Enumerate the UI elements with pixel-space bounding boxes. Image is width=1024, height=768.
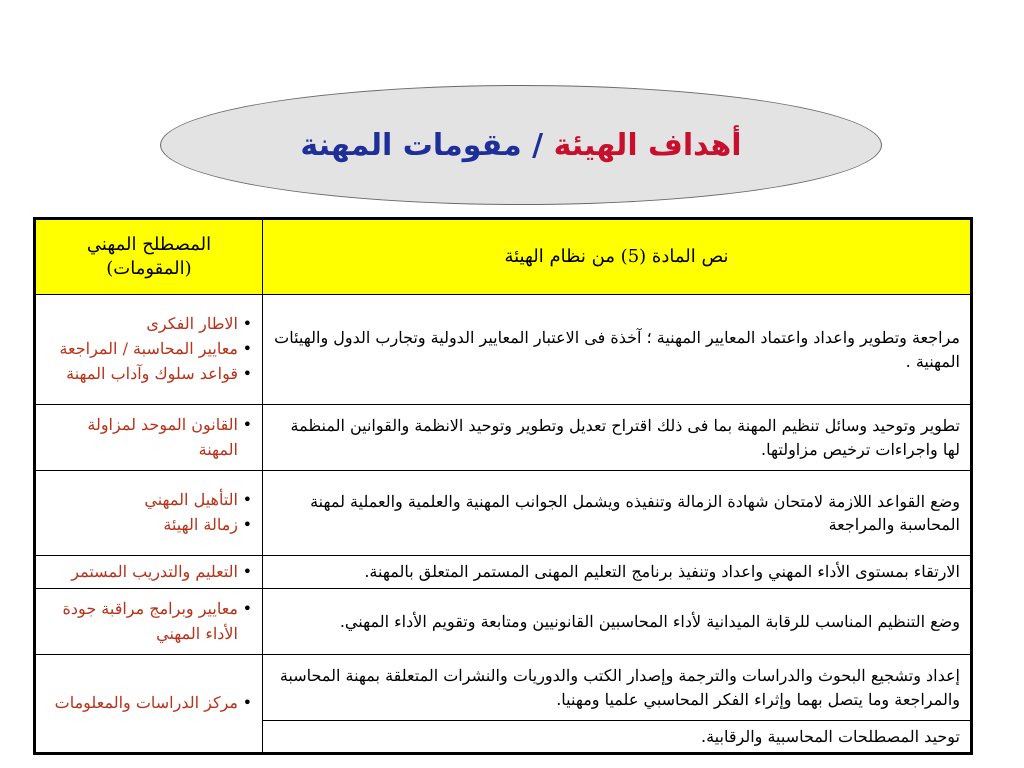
article-text-cell: تطوير وتوحيد وسائل تنظيم المهنة بما فى ذلك اقتراح تعديل وتطوير وتوحيد الانظمة والقوانين المنظمة لها واجراءات ترخيص مزاولتها.: [263, 405, 972, 471]
article-text-cell: وضع القواعد اللازمة لامتحان شهادة الزمالة وتنفيذه ويشمل الجوانب المهنية والعلمية والعملية لمهنة المحاسبة والمراجعة: [263, 471, 972, 556]
term-cell: [35, 655, 263, 754]
term-list: [46, 560, 252, 585]
title-separator: /: [521, 127, 554, 163]
objectives-table-container: [33, 217, 973, 755]
term-item: • معايير المحاسبة / المراجعة: [46, 337, 252, 362]
term-cell: [35, 589, 263, 655]
table-row: [35, 556, 972, 589]
table-row: [35, 471, 972, 556]
term-list: [46, 597, 252, 647]
article-text-cell: وضع التنظيم المناسب للرقابة الميدانية لأداء المحاسبين القانونيين ومتابعة وتقويم الأداء المهني.: [263, 589, 972, 655]
term-item: • زمالة الهيئة: [46, 513, 252, 538]
term-item: • معايير وبرامج مراقبة جودة الأداء المهني: [46, 597, 252, 647]
header-article-text: نص المادة (5) من نظام الهيئة: [263, 219, 972, 295]
term-list: [46, 413, 252, 463]
objectives-table: [33, 217, 973, 755]
term-cell: [35, 471, 263, 556]
article-text-cell: مراجعة وتطوير واعداد واعتماد المعايير المهنية ؛ آخذة فى الاعتبار المعايير الدولية وتجارب الدول والهيئات المهنية .: [263, 295, 972, 405]
term-item: • التأهيل المهني: [46, 488, 252, 513]
term-cell: [35, 405, 263, 471]
term-cell: [35, 295, 263, 405]
term-item: • مركز الدراسات والمعلومات: [46, 691, 252, 716]
term-item: • قواعد سلوك وآداب المهنة: [46, 362, 252, 387]
table-row: [35, 655, 972, 721]
term-list: [46, 488, 252, 538]
article-text-cell: إعداد وتشجيع البحوث والدراسات والترجمة وإصدار الكتب والدوريات والنشرات المتعلقة بمهنة المحاسبة والمراجعة وما يتصل بهما وإثراء الفكر المحاسبي علميا ومهنيا.: [263, 655, 972, 721]
term-list: [46, 691, 252, 716]
table-row: [35, 295, 972, 405]
title-part-components: مقومات المهنة: [300, 127, 522, 163]
header-professional-term: المصطلح المهني (المقومات): [35, 219, 263, 295]
table-row: [35, 405, 972, 471]
term-cell: [35, 556, 263, 589]
table-row: [35, 589, 972, 655]
title-oval: [160, 85, 882, 205]
title-part-objectives: أهداف الهيئة: [553, 127, 742, 163]
article-text-cell: توحيد المصطلحات المحاسبية والرقابية.: [263, 721, 972, 754]
table-header-row: [35, 219, 972, 295]
term-item: • التعليم والتدريب المستمر: [46, 560, 252, 585]
page-title: [300, 128, 741, 163]
article-text-cell: الارتقاء بمستوى الأداء المهني واعداد وتنفيذ برنامج التعليم المهنى المستمر المتعلق بالمهنة.: [263, 556, 972, 589]
term-item: • القانون الموحد لمزاولة المهنة: [46, 413, 252, 463]
term-list: [46, 312, 252, 386]
term-item: • الاطار الفكرى: [46, 312, 252, 337]
